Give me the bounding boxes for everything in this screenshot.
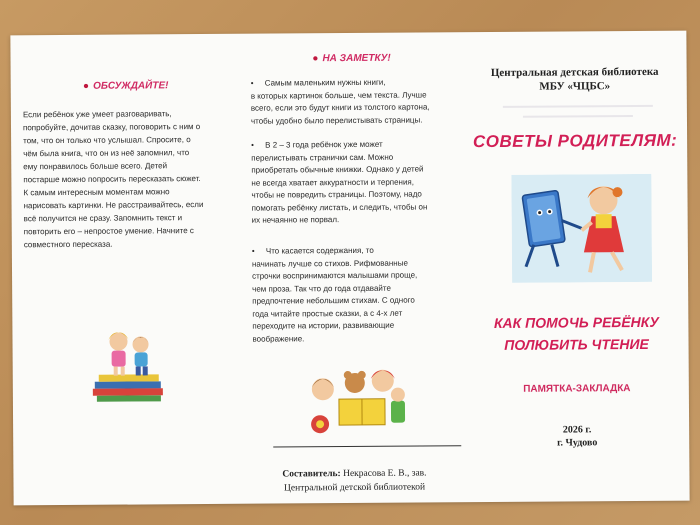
note-heading: ● НА ЗАМЕТКУ! — [312, 52, 391, 65]
bullet-icon: ● — [312, 53, 319, 65]
text-line: воображение. — [252, 333, 305, 344]
text-line: постарше можно попросить пересказать сюжет. — [23, 174, 201, 185]
text-line: • Самым маленьким нужны книги, — [251, 76, 461, 90]
text-line: чём была книга, что он из неё запомнил, что — [23, 148, 190, 159]
bullet-icon: • — [251, 246, 255, 256]
text-line: в которых картинок больше, чем текста. Лучше — [250, 89, 427, 101]
text-line: перелистывать странички сам. Можно — [251, 152, 394, 163]
text-line: совместного пересказа. — [23, 239, 113, 250]
book-and-girl-illustration — [511, 174, 652, 283]
text-line: предпочтение небольшим стихам. С одного — [252, 295, 415, 306]
discuss-text — [23, 107, 239, 251]
text-line: года читайте простые сказки, а с 4-х лет — [252, 308, 403, 319]
children-reading-illustration — [305, 361, 416, 437]
discuss-heading: ● ОБСУЖДАЙТЕ! — [82, 80, 169, 92]
text-line: К самым интересным моментам можно — [23, 187, 170, 198]
brochure-title: СОВЕТЫ РОДИТЕЛЯМ: — [472, 130, 678, 152]
bullet-icon: ● — [82, 80, 90, 92]
text-line: начинать лучше со стихов. Рифмованные — [251, 258, 408, 269]
library-name: Центральная детская библиотека МБУ «ЧЦБС» — [490, 65, 659, 93]
panel-right — [462, 31, 689, 503]
text-line: чтобы не повредить страницы. Поэтому, надо — [251, 189, 422, 200]
text-line: всё получится не сразу. Запомнить текст и — [23, 213, 183, 224]
note-bullet-2 — [251, 138, 462, 227]
note-bullet-3 — [252, 244, 463, 345]
bookmark-label: ПАМЯТКА-ЗАКЛАДКА — [523, 383, 631, 395]
signature-line — [273, 445, 461, 447]
text-line: чтобы удобно было перелистывать страницы. — [250, 114, 423, 126]
publication-info: 2026 г. г. Чудово — [557, 424, 598, 449]
children-on-books-illustration — [84, 319, 175, 405]
text-line: • В 2 – 3 года ребёнок уже может — [251, 138, 461, 152]
text-line: ему понравилось больше всего. Детей — [23, 161, 168, 172]
note-bullet-1 — [251, 76, 461, 127]
brochure-sheet — [10, 31, 689, 506]
text-line: помогать ребёнку листать, и следить, чтобы он — [251, 201, 428, 213]
text-line: приобретать обычные книжки. Однако у детей — [251, 164, 424, 175]
text-line: Если ребёнок уже умеет разговаривать, — [22, 109, 172, 120]
text-line: строчки воспринимаются малышами проще, — [252, 270, 418, 281]
text-line: попробуйте, дочитав сказку, поговорить с ним о — [22, 122, 201, 133]
bullet-icon: • — [251, 140, 254, 150]
text-line: нарисовать картинки. Не расстраивайтесь, если — [23, 200, 204, 211]
text-line: повторить его – непростое умение. Начните с — [23, 226, 194, 237]
text-line: том, что он только что услышал. Спросите, о — [23, 135, 191, 146]
brochure-subtitle: КАК ПОМОЧЬ РЕБЁНКУ ПОЛЮБИТЬ ЧТЕНИЕ — [493, 313, 659, 353]
panel-middle — [240, 32, 465, 504]
show-through-line — [523, 115, 633, 118]
text-line: их нечаянно не порвал. — [251, 215, 340, 225]
bullet-icon: • — [250, 78, 254, 88]
show-through-line — [503, 105, 653, 108]
text-line: переходите на истории, развивающие — [252, 320, 395, 331]
text-line: не всегда хватает аккуратности и терпения, — [251, 177, 415, 188]
text-line: всего, если это будут книги из толстого картона, — [250, 102, 430, 113]
panel-left — [10, 34, 243, 506]
compiler-credit: Составитель: Некрасова Е. В., зав. Центральной детской библиотекой — [282, 468, 427, 494]
text-line: • Что касается содержания, то — [252, 244, 462, 258]
text-line: чем проза. Так что до года отдавайте — [252, 283, 391, 294]
